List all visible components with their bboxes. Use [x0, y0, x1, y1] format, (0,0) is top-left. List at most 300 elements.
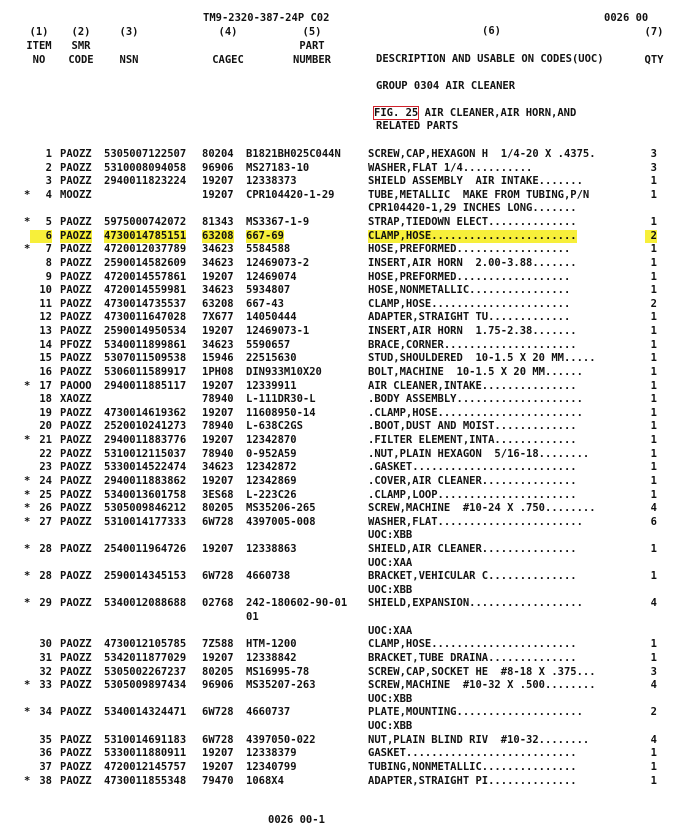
- table-row: [0, 311, 689, 325]
- cell-desc: HOSE,PREFORMED..................: [368, 243, 571, 256]
- cell-desc: ADAPTER,STRAIGHT TU.............: [368, 311, 571, 324]
- cell-desc: .BODY ASSEMBLY....................: [368, 393, 583, 406]
- cell-cagec: 80205: [202, 665, 234, 678]
- table-row: [0, 543, 689, 557]
- table-row: [0, 230, 689, 244]
- cell-nsn: 4730011647028: [104, 311, 187, 324]
- cell-item: 2: [45, 161, 52, 174]
- cell-item: 4: [45, 188, 52, 201]
- cell-item: 15: [39, 352, 52, 365]
- cell-smr: PAOOO: [60, 379, 92, 392]
- cell-item: 9: [45, 270, 52, 283]
- cell-smr: PAOZZ: [60, 434, 92, 447]
- cell-desc: STRAP,TIEDOWN ELECT..............: [368, 216, 577, 229]
- cell-qty: 1: [650, 461, 657, 474]
- cell-nsn: 5340014324471: [104, 706, 187, 719]
- cell-nsn: 2520010241273: [104, 420, 187, 433]
- cell-part: MS27183-10: [246, 161, 310, 174]
- cell-desc: .CLAMP,LOOP......................: [368, 488, 577, 501]
- cell-smr: PAOZZ: [60, 270, 92, 283]
- table-row: [0, 339, 689, 353]
- cell-desc: SHIELD ASSEMBLY AIR INTAKE.......: [368, 175, 583, 188]
- cell-star: *: [24, 597, 31, 610]
- cell-cagec: 6W728: [202, 733, 234, 746]
- cell-qty: 6: [650, 515, 657, 528]
- cell-qty: 4: [650, 733, 657, 746]
- table-row: [0, 380, 689, 394]
- cell-qty: 2: [650, 706, 657, 719]
- col-part-number: (5): [302, 26, 322, 38]
- cell-item: 20: [39, 420, 52, 433]
- cell-desc: .GASKET..........................: [368, 461, 577, 474]
- table-row: [0, 325, 689, 339]
- cell-desc: AIR CLEANER,INTAKE...............: [368, 379, 577, 392]
- cell-desc: CLAMP,HOSE......................: [368, 297, 571, 310]
- cell-part: 4660738: [246, 570, 291, 583]
- cell-nsn: 5330011880911: [104, 747, 187, 760]
- cell-item: 29: [39, 597, 52, 610]
- cell-smr: PAOZZ: [60, 597, 92, 610]
- cell-qty: 1: [650, 311, 657, 324]
- table-row: [0, 597, 689, 611]
- cell-part: 4397050-022: [246, 733, 316, 746]
- col-part-label-2: NUMBER: [293, 54, 331, 66]
- cell-nsn: 2940011883776: [104, 434, 187, 447]
- col-smr-label-1: SMR: [71, 40, 91, 52]
- cell-nsn: 4730011855348: [104, 774, 187, 787]
- cell-cagec: 19207: [202, 188, 234, 201]
- cell-qty: 1: [650, 474, 657, 487]
- cell-part: 12342872: [246, 461, 297, 474]
- cell-star: *: [24, 474, 31, 487]
- cell-item: 6: [30, 230, 52, 244]
- cell-cagec: 19207: [202, 434, 234, 447]
- cell-desc: SHIELD,EXPANSION..................: [368, 597, 583, 610]
- cell-item: 30: [39, 638, 52, 651]
- table-row: [0, 216, 689, 230]
- cell-item: 24: [39, 474, 52, 487]
- cell-qty: 4: [650, 679, 657, 692]
- cell-smr: PAOZZ: [60, 502, 92, 515]
- table-row: [0, 162, 689, 176]
- cell-part: 667-43: [246, 297, 284, 310]
- table-row: [0, 529, 689, 543]
- cell-item: 5: [45, 216, 52, 229]
- cell-cagec: 19207: [202, 325, 234, 338]
- cell-star: *: [24, 379, 31, 392]
- cell-desc: SCREW,MACHINE #10-24 X .750........: [368, 502, 596, 515]
- cell-smr: PAOZZ: [60, 365, 92, 378]
- cell-star: *: [24, 570, 31, 583]
- table-row: [0, 625, 689, 639]
- cell-nsn: 4730014785151: [104, 229, 187, 242]
- cell-star: *: [24, 515, 31, 528]
- cell-desc: UOC:XBB: [368, 529, 413, 542]
- table-row: [0, 148, 689, 162]
- table-row: [0, 584, 689, 598]
- cell-qty: 1: [650, 447, 657, 460]
- cell-part: L-638C2GS: [246, 420, 303, 433]
- cell-qty: 1: [650, 774, 657, 787]
- cell-qty: 1: [650, 284, 657, 297]
- cell-part: 242-180602-90-01: [246, 597, 348, 610]
- cell-cagec: 63208: [202, 297, 234, 310]
- cell-desc: CLAMP,HOSE.......................: [368, 638, 577, 651]
- cell-desc: WASHER,FLAT 1/4...........: [368, 161, 533, 174]
- document-id: TM9-2320-387-24P C02: [203, 12, 330, 24]
- cell-desc: HOSE,NONMETALLIC................: [368, 284, 571, 297]
- cell-cagec: 80204: [202, 148, 234, 160]
- cell-part: 12339911: [246, 379, 297, 392]
- cell-cagec: 6W728: [202, 570, 234, 583]
- table-row: [0, 761, 689, 775]
- cell-desc: BOLT,MACHINE 10-1.5 X 20 MM......: [368, 365, 583, 378]
- cell-desc: INSERT,AIR HORN 2.00-3.88.......: [368, 256, 577, 269]
- cell-cagec: 7Z588: [202, 638, 234, 651]
- cell-star: *: [24, 434, 31, 447]
- cell-part: L-111DR30-L: [246, 393, 316, 406]
- cell-smr: PAOZZ: [60, 488, 92, 501]
- cell-part: 12469073-2: [246, 256, 310, 269]
- cell-part: 5584588: [246, 243, 291, 256]
- cell-desc: BRACE,CORNER.....................: [368, 338, 577, 351]
- col-part-header: [283, 25, 341, 67]
- cell-item: 36: [39, 747, 52, 760]
- cell-part: DIN933M10X20: [246, 365, 322, 378]
- table-row: [0, 611, 689, 625]
- cell-desc: WASHER,FLAT.......................: [368, 515, 583, 528]
- table-row: [0, 352, 689, 366]
- table-row: [0, 243, 689, 257]
- col-desc-label: DESCRIPTION AND USABLE ON CODES(UOC): [376, 53, 604, 65]
- cell-qty: 4: [650, 597, 657, 610]
- cell-nsn: 5310012115037: [104, 447, 187, 460]
- cell-smr: PAOZZ: [60, 311, 92, 324]
- col-qty-number: (7): [644, 26, 664, 38]
- cell-desc: PLATE,MOUNTING....................: [368, 706, 583, 719]
- cell-desc: ADAPTER,STRAIGHT PI..............: [368, 774, 577, 787]
- col-smr-label-2: CODE: [68, 54, 94, 66]
- table-row: [0, 257, 689, 271]
- col-cagec-number: (4): [218, 26, 238, 38]
- cell-nsn: 5305009897434: [104, 679, 187, 692]
- table-row: [0, 407, 689, 421]
- table-row: [0, 570, 689, 584]
- cell-qty: 3: [650, 148, 657, 160]
- cell-part: 12338373: [246, 175, 297, 188]
- table-row: [0, 489, 689, 503]
- col-nsn-header: [112, 25, 146, 67]
- table-row: [0, 734, 689, 748]
- table-row: [0, 202, 689, 216]
- cell-cagec: 80205: [202, 502, 234, 515]
- cell-nsn: 5975000742072: [104, 216, 187, 229]
- cell-cagec: 19207: [202, 175, 234, 188]
- cell-item: 22: [39, 447, 52, 460]
- cell-smr: PAOZZ: [60, 148, 92, 160]
- cell-part: 12469073-1: [246, 325, 310, 338]
- cell-qty: 1: [650, 216, 657, 229]
- cell-item: 12: [39, 311, 52, 324]
- cell-item: 26: [39, 502, 52, 515]
- cell-desc: .FILTER ELEMENT,INTA.............: [368, 434, 577, 447]
- cell-part: 1068X4: [246, 774, 284, 787]
- cell-item: 37: [39, 760, 52, 773]
- cell-item: 13: [39, 325, 52, 338]
- cell-nsn: 4720014557861: [104, 270, 187, 283]
- cell-nsn: 5307011509538: [104, 352, 187, 365]
- cell-item: 25: [39, 488, 52, 501]
- table-row: [0, 693, 689, 707]
- cell-desc: SCREW,CAP,HEXAGON H 1/4-20 X .4375.: [368, 148, 596, 160]
- cell-desc: SHIELD,AIR CLEANER...............: [368, 542, 577, 555]
- cell-smr: PAOZZ: [60, 747, 92, 760]
- col-smr-number: (2): [71, 26, 91, 38]
- cell-smr: PAOZZ: [60, 474, 92, 487]
- page-footer: 0026 00-1: [268, 814, 325, 826]
- cell-item: 21: [39, 434, 52, 447]
- cell-desc: INSERT,AIR HORN 1.75-2.38.......: [368, 325, 577, 338]
- cell-part: 4660737: [246, 706, 291, 719]
- table-row: [0, 679, 689, 693]
- table-row: [0, 284, 689, 298]
- cell-cagec: 34623: [202, 338, 234, 351]
- table-row: [0, 298, 689, 312]
- cell-qty: 1: [650, 270, 657, 283]
- cell-nsn: 5310008094058: [104, 161, 187, 174]
- cell-part: 12338379: [246, 747, 297, 760]
- table-row: [0, 434, 689, 448]
- cell-desc: UOC:XBB: [368, 692, 413, 705]
- cell-item: 8: [45, 256, 52, 269]
- cell-nsn: 2540011964726: [104, 542, 187, 555]
- figure-title: [374, 107, 576, 120]
- col-cagec-header: [206, 25, 250, 67]
- cell-desc: NUT,PLAIN BLIND RIV #10-32........: [368, 733, 590, 746]
- cell-qty: 1: [650, 434, 657, 447]
- cell-desc: .NUT,PLAIN HEXAGON 5/16-18........: [368, 447, 590, 460]
- cell-nsn: 2590014345153: [104, 570, 187, 583]
- cell-nsn: 2940011885117: [104, 379, 187, 392]
- table-row: [0, 652, 689, 666]
- cell-smr: PAOZZ: [60, 256, 92, 269]
- cell-part: 12340799: [246, 760, 297, 773]
- cell-qty: 1: [650, 379, 657, 392]
- table-row: [0, 475, 689, 489]
- cell-qty: 1: [650, 760, 657, 773]
- cell-part: 11608950-14: [246, 406, 316, 419]
- cell-qty: 1: [650, 393, 657, 406]
- col-item-header: [24, 25, 54, 67]
- cell-item: 28: [39, 570, 52, 583]
- cell-smr: PAOZZ: [60, 175, 92, 188]
- cell-nsn: 5310014177333: [104, 515, 187, 528]
- cell-item: 3: [45, 175, 52, 188]
- cell-part: MS35207-263: [246, 679, 316, 692]
- cell-cagec: 96906: [202, 161, 234, 174]
- cell-nsn: 4730012105785: [104, 638, 187, 651]
- work-package-number: 0026 00: [604, 12, 649, 24]
- cell-qty: 1: [650, 420, 657, 433]
- cell-nsn: 4730014735537: [104, 297, 187, 310]
- cell-smr: PAOZZ: [60, 706, 92, 719]
- cell-smr: PAOZZ: [60, 297, 92, 310]
- cell-desc: .CLAMP,HOSE.......................: [368, 406, 583, 419]
- cell-nsn: 5306011589917: [104, 365, 187, 378]
- cell-desc: GASKET...........................: [368, 747, 577, 760]
- cell-part: 14050444: [246, 311, 297, 324]
- cell-nsn: 2940011823224: [104, 175, 187, 188]
- cell-smr: PAOZZ: [60, 284, 92, 297]
- col-smr-header: [64, 25, 98, 67]
- cell-cagec: 19207: [202, 270, 234, 283]
- cell-star: *: [24, 488, 31, 501]
- cell-cagec: 81343: [202, 216, 234, 229]
- figure-reference-link[interactable]: FIG. 25: [374, 107, 419, 119]
- cell-cagec: 6W728: [202, 515, 234, 528]
- cell-part: 4397005-008: [246, 515, 316, 528]
- cell-cagec: 63208: [202, 229, 234, 242]
- col-nsn-label: NSN: [119, 54, 139, 66]
- cell-qty: 1: [650, 638, 657, 651]
- cell-star: *: [24, 679, 31, 692]
- col-cagec-label: CAGEC: [212, 54, 244, 66]
- col-part-label-1: PART: [299, 40, 325, 52]
- col-item-label-2: NO: [32, 54, 46, 66]
- cell-qty: 1: [650, 338, 657, 351]
- cell-part: B1821BH025C044N: [246, 148, 341, 160]
- cell-desc: UOC:XBB: [368, 720, 413, 733]
- table-row: [0, 516, 689, 530]
- cell-smr: PAOZZ: [60, 515, 92, 528]
- table-row: [0, 448, 689, 462]
- cell-nsn: 4720012145757: [104, 760, 187, 773]
- cell-item: 11: [39, 297, 52, 310]
- cell-nsn: 5342011877029: [104, 651, 187, 664]
- table-row: [0, 175, 689, 189]
- cell-cagec: 1PH08: [202, 365, 234, 378]
- cell-part: 5590657: [246, 338, 291, 351]
- cell-cagec: 19207: [202, 406, 234, 419]
- cell-qty: 1: [650, 570, 657, 583]
- table-row: [0, 720, 689, 734]
- cell-part: 0-952A59: [246, 447, 297, 460]
- cell-smr: XAOZZ: [60, 393, 92, 406]
- cell-smr: PAOZZ: [60, 679, 92, 692]
- cell-item: 35: [39, 733, 52, 746]
- cell-item: 18: [39, 393, 52, 406]
- cell-part: 5934807: [246, 284, 291, 297]
- cell-qty: 1: [650, 243, 657, 256]
- cell-part: 22515630: [246, 352, 297, 365]
- cell-desc: UOC:XAA: [368, 624, 413, 637]
- table-row: [0, 557, 689, 571]
- cell-cagec: 19207: [202, 474, 234, 487]
- table-row: [0, 502, 689, 516]
- cell-smr: PAOZZ: [60, 352, 92, 365]
- cell-part: 01: [246, 611, 259, 624]
- cell-part: 667-69: [246, 229, 284, 242]
- cell-nsn: 2590014582609: [104, 256, 187, 269]
- cell-cagec: 34623: [202, 243, 234, 256]
- cell-item: 28: [39, 542, 52, 555]
- cell-desc: HOSE,PREFORMED..................: [368, 270, 571, 283]
- cell-desc: BRACKET,VEHICULAR C..............: [368, 570, 577, 583]
- cell-part: HTM-1200: [246, 638, 297, 651]
- cell-cagec: 19207: [202, 379, 234, 392]
- cell-nsn: 5340012088688: [104, 597, 187, 610]
- cell-cagec: 6W728: [202, 706, 234, 719]
- cell-qty: 2: [645, 230, 657, 244]
- table-row: [0, 366, 689, 380]
- cell-part: 12338842: [246, 651, 297, 664]
- cell-smr: PAOZZ: [60, 406, 92, 419]
- cell-item: 32: [39, 665, 52, 678]
- cell-cagec: 19207: [202, 542, 234, 555]
- cell-smr: PAOZZ: [60, 325, 92, 338]
- table-row: [0, 271, 689, 285]
- cell-smr: PAOZZ: [60, 447, 92, 460]
- cell-qty: 2: [650, 297, 657, 310]
- cell-qty: 1: [650, 651, 657, 664]
- table-row: [0, 420, 689, 434]
- col-qty-header: [640, 25, 668, 67]
- cell-desc: .BOOT,DUST AND MOIST.............: [368, 420, 577, 433]
- cell-cagec: 19207: [202, 760, 234, 773]
- table-row: [0, 775, 689, 789]
- cell-desc: SCREW,CAP,SOCKET HE #8-18 X .375...: [368, 665, 596, 678]
- cell-smr: PAOZZ: [60, 161, 92, 174]
- cell-smr: PAOZZ: [60, 760, 92, 773]
- cell-nsn: 5305002267237: [104, 665, 187, 678]
- cell-cagec: 34623: [202, 256, 234, 269]
- cell-cagec: 19207: [202, 651, 234, 664]
- cell-part: MS16995-78: [246, 665, 310, 678]
- cell-desc: TUBING,NONMETALLIC...............: [368, 760, 577, 773]
- table-row: [0, 638, 689, 652]
- cell-star: *: [24, 706, 31, 719]
- col-item-number: (1): [29, 26, 49, 38]
- cell-desc: UOC:XBB: [368, 583, 413, 596]
- cell-nsn: 5310014691183: [104, 733, 187, 746]
- cell-cagec: 34623: [202, 284, 234, 297]
- cell-part: MS3367-1-9: [246, 216, 310, 229]
- cell-qty: 1: [650, 256, 657, 269]
- cell-desc: STUD,SHOULDERED 10-1.5 X 20 MM.....: [368, 352, 596, 365]
- cell-qty: 4: [650, 502, 657, 515]
- cell-item: 31: [39, 651, 52, 664]
- cell-item: 19: [39, 406, 52, 419]
- cell-qty: 3: [650, 161, 657, 174]
- col-desc-number: (6): [482, 25, 501, 37]
- cell-qty: 1: [650, 365, 657, 378]
- col-nsn-number: (3): [119, 26, 139, 38]
- table-row: [0, 706, 689, 720]
- cell-part: 12342869: [246, 474, 297, 487]
- cell-cagec: 02768: [202, 597, 234, 610]
- cell-desc: SCREW,MACHINE #10-32 X .500........: [368, 679, 596, 692]
- cell-smr: PAOZZ: [60, 420, 92, 433]
- cell-nsn: 4720014559981: [104, 284, 187, 297]
- cell-cagec: 78940: [202, 393, 234, 406]
- cell-nsn: 2590014950534: [104, 325, 187, 338]
- cell-cagec: 15946: [202, 352, 234, 365]
- cell-smr: PAOZZ: [60, 651, 92, 664]
- cell-qty: 1: [650, 542, 657, 555]
- cell-desc: CPR104420-1,29 INCHES LONG.......: [368, 202, 577, 215]
- cell-part: 12342870: [246, 434, 297, 447]
- cell-star: *: [24, 542, 31, 555]
